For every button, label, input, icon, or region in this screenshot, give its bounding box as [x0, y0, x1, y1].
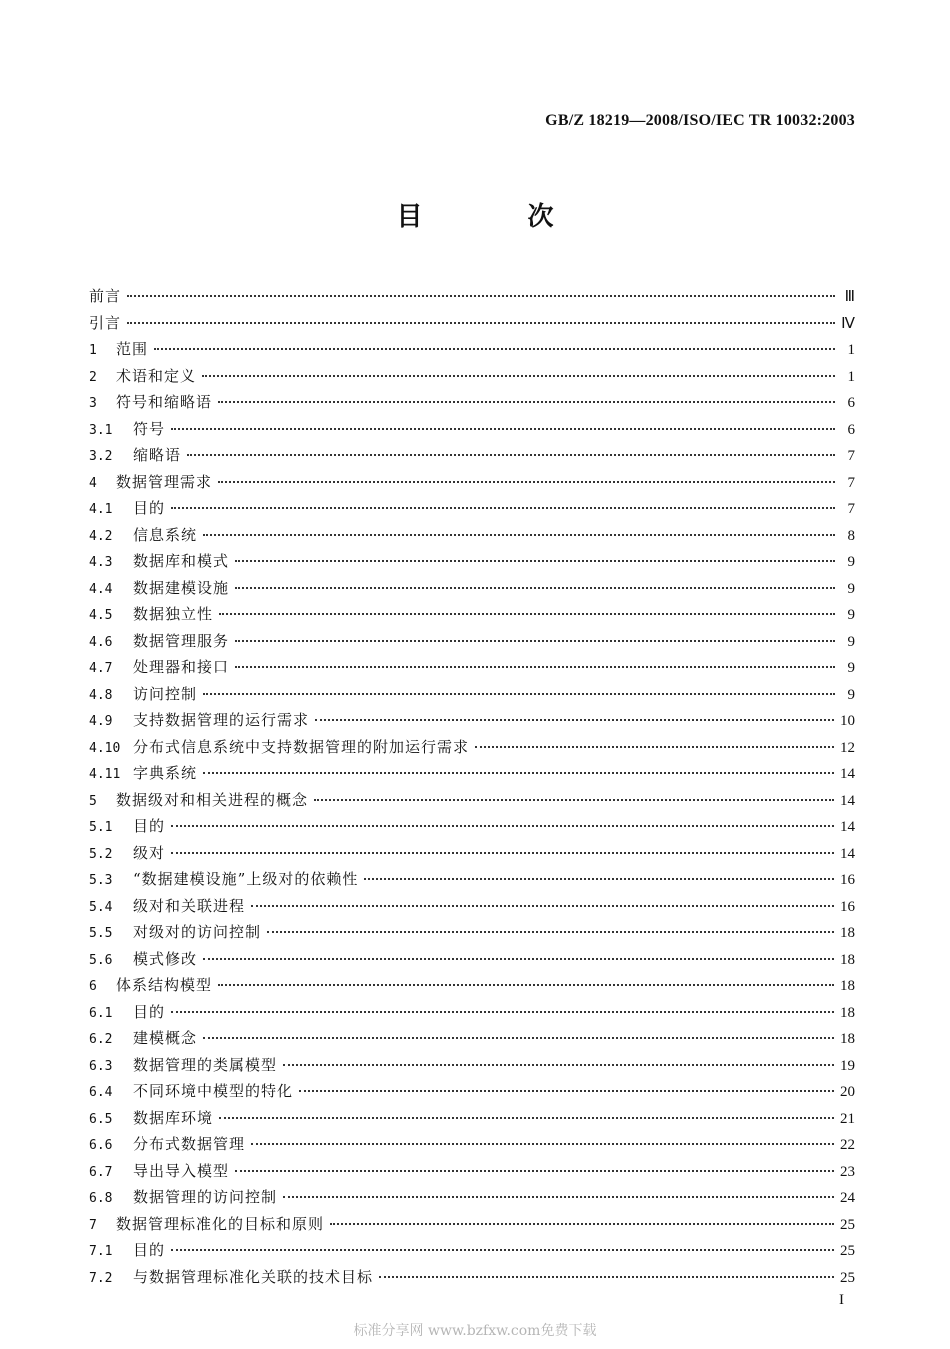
toc-page-number: 25 [840, 1243, 855, 1259]
toc-section-number: 4 [89, 475, 97, 491]
dot-leader [283, 1196, 834, 1198]
toc-section-number: 3.1 [89, 422, 113, 438]
dot-leader [203, 534, 835, 536]
dot-leader [235, 640, 835, 642]
toc-section-title: 引言 [89, 313, 122, 332]
dot-leader [267, 931, 834, 933]
toc-section-number: 5.4 [89, 899, 113, 915]
toc-section-number: 6.6 [89, 1138, 113, 1153]
toc-section-title: 模式修改 [133, 949, 198, 968]
toc-section-number: 5.5 [89, 926, 113, 941]
toc-section-title: 数据管理服务 [133, 631, 230, 650]
toc-section-title: 对级对的访问控制 [133, 923, 262, 941]
toc-entry-label [89, 522, 197, 551]
toc-entry-label [89, 813, 165, 842]
toc-section-title: 目的 [133, 1002, 166, 1021]
toc-entry-label [89, 681, 197, 710]
toc-entry-label [89, 416, 165, 445]
toc-section-title: 建模概念 [133, 1029, 198, 1047]
toc-section-title: 数据库环境 [133, 1108, 214, 1127]
dot-leader [127, 295, 835, 297]
toc-entry[interactable] [89, 601, 855, 628]
toc-entry[interactable] [89, 813, 855, 840]
toc-section-number: 6.5 [89, 1111, 113, 1127]
toc-page-number: 19 [840, 1057, 855, 1074]
dot-leader [314, 799, 834, 801]
dot-leader [330, 1223, 834, 1225]
toc-entry[interactable] [89, 522, 855, 549]
toc-page-number: 16 [840, 898, 855, 915]
toc-section-title: 支持数据管理的运行需求 [133, 711, 310, 729]
dot-leader [154, 348, 835, 350]
dot-leader [203, 693, 835, 695]
toc-entry-label [89, 1237, 165, 1266]
toc-section-title: 目的 [133, 817, 166, 835]
toc-entry-label [89, 840, 165, 869]
toc-entry[interactable] [89, 681, 855, 708]
toc-section-title: 字典系统 [133, 764, 198, 782]
toc-section-number: 4.5 [89, 608, 113, 623]
toc-section-title: 级对 [133, 843, 166, 862]
toc-section-title: 数据独立性 [133, 605, 214, 623]
toc-entry-label [89, 469, 212, 498]
toc-section-number: 4.10 [89, 740, 121, 756]
toc-entry-label [89, 919, 261, 948]
toc-section-number: 3.2 [89, 449, 113, 464]
toc-entry[interactable] [89, 893, 855, 920]
toc-page-number: 9 [847, 580, 855, 597]
dot-leader [202, 375, 835, 377]
dot-leader [218, 401, 835, 403]
toc-page-number: 25 [840, 1216, 855, 1233]
toc-entry-label [89, 946, 197, 975]
toc-section-number: 4.9 [89, 714, 113, 729]
toc-entry[interactable] [89, 946, 855, 973]
toc-section-title: 目的 [133, 1241, 166, 1259]
toc-page-number: 9 [847, 660, 855, 676]
toc-section-number: 4.8 [89, 687, 113, 703]
toc-entry-label [89, 495, 165, 524]
toc-section-title: “数据建模设施”上级对的依赖性 [133, 870, 359, 888]
toc-entry[interactable] [89, 654, 855, 681]
toc-page-number: 9 [847, 607, 855, 623]
toc-page-number: 14 [840, 792, 855, 809]
toc-section-title: 数据建模设施 [133, 578, 230, 597]
toc-page-number: 25 [840, 1269, 855, 1286]
toc-section-title: 分布式信息系统中支持数据管理的附加运行需求 [133, 737, 470, 756]
toc-section-number: 6.4 [89, 1085, 113, 1100]
toc-page-number: 18 [840, 1004, 855, 1021]
toc-section-number: 4.11 [89, 767, 121, 782]
dot-leader [251, 905, 834, 907]
toc-page-number: 24 [840, 1190, 855, 1206]
toc-entry-label [89, 1105, 213, 1134]
toc-entry-label [89, 283, 121, 310]
toc-section-title: 处理器和接口 [133, 658, 230, 676]
toc-entry[interactable] [89, 363, 855, 390]
toc-page-number: 20 [840, 1084, 855, 1100]
dot-leader [187, 454, 835, 456]
dot-leader [475, 746, 834, 748]
toc-section-number: 4.1 [89, 502, 113, 517]
dot-leader [364, 878, 834, 880]
toc-page-number: 6 [847, 395, 855, 411]
dot-leader [251, 1143, 834, 1145]
toc-page-number: 9 [847, 686, 855, 703]
toc-section-title: 导出导入模型 [133, 1161, 230, 1180]
dot-leader [218, 984, 834, 986]
toc-section-number: 5.1 [89, 820, 113, 835]
toc-section-number: 6.1 [89, 1005, 113, 1021]
toc-entry[interactable] [89, 1237, 855, 1264]
toc-entry-label [89, 336, 148, 365]
toc-entry[interactable] [89, 310, 855, 337]
toc-section-number: 2 [89, 369, 97, 385]
toc-page-number: 9 [847, 633, 855, 650]
toc-entry[interactable] [89, 1052, 855, 1079]
toc-section-number: 4.2 [89, 528, 113, 544]
toc-entry[interactable] [89, 972, 855, 999]
page-title: 目 次 [396, 202, 602, 232]
toc-page-number: 18 [840, 925, 855, 941]
toc-section-title: 访问控制 [133, 684, 198, 703]
dot-leader [203, 958, 834, 960]
dot-leader [171, 507, 835, 509]
dot-leader [171, 1249, 834, 1251]
toc-entry-label [89, 787, 308, 816]
dot-leader [219, 613, 835, 615]
toc-page-number: 14 [840, 819, 855, 835]
toc-page-number: 7 [847, 501, 855, 517]
dot-leader [171, 428, 835, 430]
dot-leader [283, 1064, 834, 1066]
toc-page-number: Ⅲ [844, 289, 855, 305]
toc-entry[interactable] [89, 840, 855, 867]
toc-page-number: 9 [847, 554, 855, 570]
toc-page-number: 1 [847, 342, 855, 358]
toc-entry-label [89, 760, 197, 789]
toc-page-number: 6 [847, 421, 855, 438]
toc-page-number: 18 [840, 978, 855, 994]
toc-entry-label [89, 999, 165, 1028]
dot-leader [203, 1037, 834, 1039]
toc-entry-label [89, 654, 229, 683]
toc-entry-label [89, 1025, 197, 1054]
toc-section-number: 6.8 [89, 1191, 113, 1206]
toc-entry-label [89, 1131, 245, 1160]
toc-entry[interactable] [89, 442, 855, 469]
toc-entry[interactable] [89, 760, 855, 787]
table-of-contents [89, 283, 855, 1290]
dot-leader [235, 1170, 834, 1172]
toc-page-number: 7 [847, 474, 855, 491]
toc-page-number: 8 [847, 527, 855, 544]
toc-section-title: 数据管理标准化的目标和原则 [116, 1214, 325, 1233]
toc-entry-label [89, 734, 469, 763]
toc-entry-label [89, 628, 229, 657]
dot-leader [235, 666, 835, 668]
toc-section-title: 前言 [89, 287, 122, 305]
toc-entry[interactable] [89, 1184, 855, 1211]
toc-page-number: 10 [840, 713, 855, 729]
toc-section-number: 6.3 [89, 1058, 113, 1074]
toc-entry[interactable] [89, 575, 855, 602]
toc-section-title: 符号 [133, 419, 166, 438]
toc-section-title: 范围 [116, 340, 149, 358]
toc-entry[interactable] [89, 469, 855, 496]
toc-entry-label [89, 893, 245, 922]
toc-section-title: 分布式数据管理 [133, 1135, 246, 1153]
toc-section-title: 目的 [133, 499, 166, 517]
toc-section-title: 与数据管理标准化关联的技术目标 [133, 1267, 374, 1286]
toc-entry[interactable] [89, 336, 855, 363]
toc-entry[interactable] [89, 1078, 855, 1105]
toc-page-number: Ⅳ [841, 315, 855, 332]
toc-section-title: 缩略语 [133, 446, 182, 464]
toc-entry[interactable] [89, 866, 855, 893]
dot-leader [379, 1276, 834, 1278]
toc-entry[interactable] [89, 919, 855, 946]
toc-page-number: 12 [840, 739, 855, 756]
toc-section-number: 6.7 [89, 1164, 113, 1180]
toc-entry-label [89, 389, 212, 418]
dot-leader [171, 825, 834, 827]
dot-leader [315, 719, 834, 721]
toc-section-number: 3 [89, 396, 97, 411]
toc-entry[interactable] [89, 1025, 855, 1052]
toc-section-number: 7 [89, 1217, 97, 1233]
dot-leader [235, 560, 835, 562]
toc-entry-label [89, 1052, 277, 1081]
toc-entry[interactable] [89, 283, 855, 310]
dot-leader [235, 587, 835, 589]
watermark: 标准分享网 www.bzfxw.com免费下载 [353, 1323, 597, 1339]
dot-leader [127, 322, 835, 324]
toc-entry[interactable] [89, 1211, 855, 1238]
toc-page-number: 18 [840, 951, 855, 968]
toc-page-number: 21 [840, 1110, 855, 1127]
toc-entry-label [89, 1158, 229, 1187]
toc-section-number: 4.4 [89, 581, 113, 597]
toc-entry-label [89, 866, 358, 895]
toc-entry[interactable] [89, 1131, 855, 1158]
toc-page-number: 22 [840, 1137, 855, 1153]
toc-page-number: 7 [847, 448, 855, 464]
toc-section-title: 信息系统 [133, 525, 198, 544]
toc-section-title: 术语和定义 [116, 366, 197, 385]
toc-entry[interactable] [89, 1105, 855, 1132]
toc-entry-label [89, 310, 121, 337]
toc-section-title: 体系结构模型 [116, 976, 213, 994]
toc-section-number: 5.6 [89, 952, 113, 968]
standard-code: GB/Z 18219—2008/ISO/IEC TR 10032:2003 [545, 112, 855, 129]
toc-page-number: 23 [840, 1163, 855, 1180]
toc-section-number: 4.3 [89, 555, 113, 570]
toc-entry-label [89, 1264, 373, 1293]
dot-leader [203, 772, 834, 774]
toc-section-number: 7.1 [89, 1244, 113, 1259]
toc-entry-label [89, 601, 213, 630]
toc-entry[interactable] [89, 787, 855, 814]
toc-section-number: 6.2 [89, 1032, 113, 1047]
toc-entry[interactable] [89, 734, 855, 761]
toc-entry-label [89, 972, 212, 1001]
toc-entry-label [89, 548, 229, 577]
toc-section-title: 数据管理需求 [116, 472, 213, 491]
toc-section-number: 5.3 [89, 873, 113, 888]
toc-section-number: 4.7 [89, 661, 113, 676]
toc-entry-label [89, 575, 229, 604]
toc-entry-label [89, 1184, 277, 1213]
dot-leader [218, 481, 835, 483]
toc-entry-label [89, 1211, 324, 1240]
dot-leader [299, 1090, 834, 1092]
toc-section-title: 数据管理的访问控制 [133, 1188, 278, 1206]
toc-entry-label [89, 707, 309, 736]
toc-section-title: 不同环境中模型的特化 [133, 1082, 294, 1100]
toc-entry-label [89, 1078, 293, 1107]
toc-entry[interactable] [89, 628, 855, 655]
toc-entry[interactable] [89, 999, 855, 1026]
toc-page-number: 1 [847, 368, 855, 385]
toc-page-number: 16 [840, 872, 855, 888]
page-number: I [839, 1292, 844, 1308]
dot-leader [171, 1011, 834, 1013]
toc-entry-label [89, 363, 196, 392]
toc-entry[interactable] [89, 548, 855, 575]
toc-entry[interactable] [89, 389, 855, 416]
toc-section-title: 级对和关联进程 [133, 896, 246, 915]
toc-section-number: 6 [89, 979, 97, 994]
toc-entry[interactable] [89, 707, 855, 734]
toc-section-title: 数据级对和相关进程的概念 [116, 790, 309, 809]
toc-entry[interactable] [89, 495, 855, 522]
toc-page-number: 18 [840, 1031, 855, 1047]
dot-leader [171, 852, 834, 854]
toc-section-number: 4.6 [89, 634, 113, 650]
toc-section-title: 数据库和模式 [133, 552, 230, 570]
toc-page-number: 14 [840, 845, 855, 862]
toc-section-number: 5.2 [89, 846, 113, 862]
toc-section-title: 数据管理的类属模型 [133, 1055, 278, 1074]
toc-entry[interactable] [89, 1264, 855, 1291]
toc-page-number: 14 [840, 766, 855, 782]
toc-section-number: 7.2 [89, 1270, 113, 1286]
toc-entry[interactable] [89, 416, 855, 443]
toc-entry[interactable] [89, 1158, 855, 1185]
toc-section-number: 5 [89, 793, 97, 809]
toc-entry-label [89, 442, 181, 471]
toc-section-number: 1 [89, 343, 97, 358]
toc-section-title: 符号和缩略语 [116, 393, 213, 411]
dot-leader [219, 1117, 834, 1119]
